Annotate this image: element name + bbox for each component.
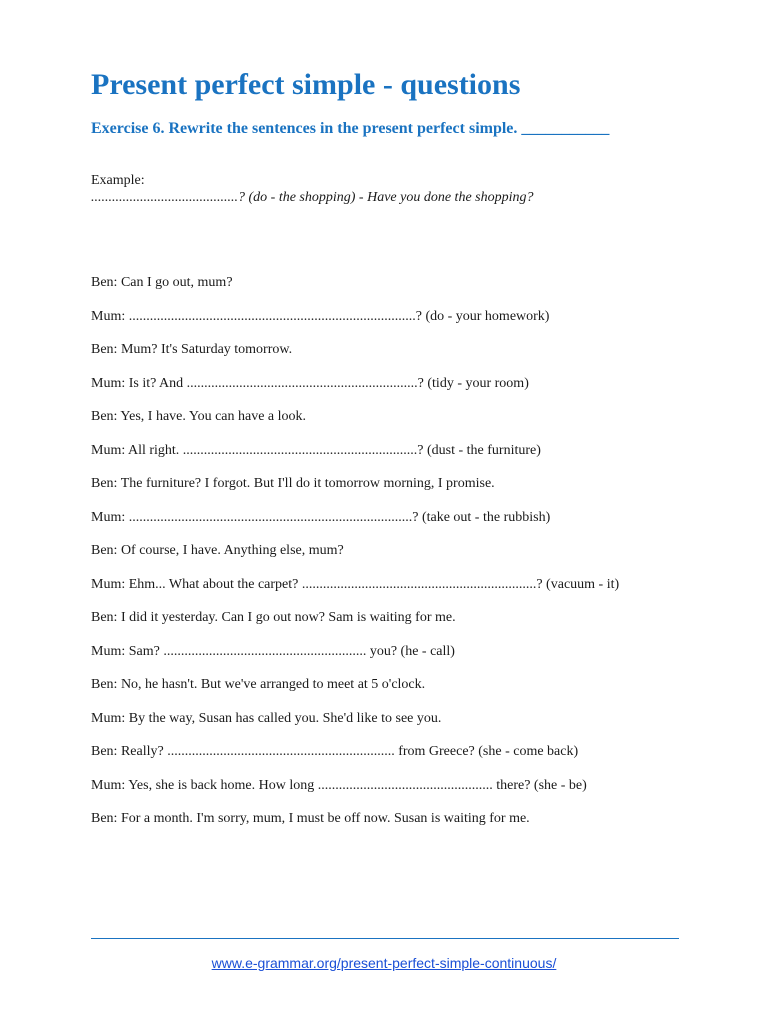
dialogue-line: Ben: Of course, I have. Anything else, mum? (91, 543, 344, 558)
dialogue-line: Mum: All right. ...................................................................? (dust - the furniture) (91, 442, 541, 458)
dialogue-line: Ben: Can I go out, mum? (91, 275, 233, 290)
dialogue-line: Ben: Yes, I have. You can have a look. (91, 409, 307, 424)
dialogue-line: Mum: ..................................................................................? (do - your homework) (91, 308, 550, 324)
exercise-instructions: Exercise 6. Rewrite the sentences in the present perfect simple. ___________ (91, 120, 610, 137)
dialogue-line: Ben: Mum? It's Saturday tomorrow. (91, 342, 293, 357)
dialogue-line: Mum: .................................................................................? (take out - the rubbish) (91, 509, 551, 525)
example-label: Example: (91, 173, 145, 188)
dialogue-line: Mum: Is it? And ..................................................................? (tidy - your room) (91, 375, 529, 391)
dialogue-line: Mum: Ehm... What about the carpet? ...................................................................? (vacuum - it) (91, 576, 620, 592)
footer-link[interactable]: www.e-grammar.org/present-perfect-simple-continuous/ (211, 955, 557, 971)
dialogue-line: Mum: Sam? .......................................................... you? (he - call) (91, 643, 455, 659)
dialogue-line: Mum: By the way, Susan has called you. She'd like to see you. (91, 710, 442, 726)
page-title: Present perfect simple - questions (91, 68, 521, 101)
dialogue-line: Mum: Yes, she is back home. How long .................................................. there? (she - be) (91, 777, 587, 793)
dialogue-line: Ben: For a month. I'm sorry, mum, I must be off now. Susan is waiting for me. (91, 811, 530, 826)
dialogue-line: Ben: I did it yesterday. Can I go out now? Sam is waiting for me. (91, 610, 456, 625)
dialogue-list (91, 274, 731, 844)
dialogue-line: Ben: No, he hasn't. But we've arranged to meet at 5 o'clock. (91, 677, 426, 692)
dialogue-line: Ben: Really? ................................................................. from Greece? (she - come back) (91, 744, 579, 759)
dialogue-line: Ben: The furniture? I forgot. But I'll do it tomorrow morning, I promise. (91, 476, 495, 491)
example-sentence: ..........................................? (do - the shopping) - Have you done the shopping? (91, 190, 534, 205)
footer-divider (91, 938, 679, 939)
